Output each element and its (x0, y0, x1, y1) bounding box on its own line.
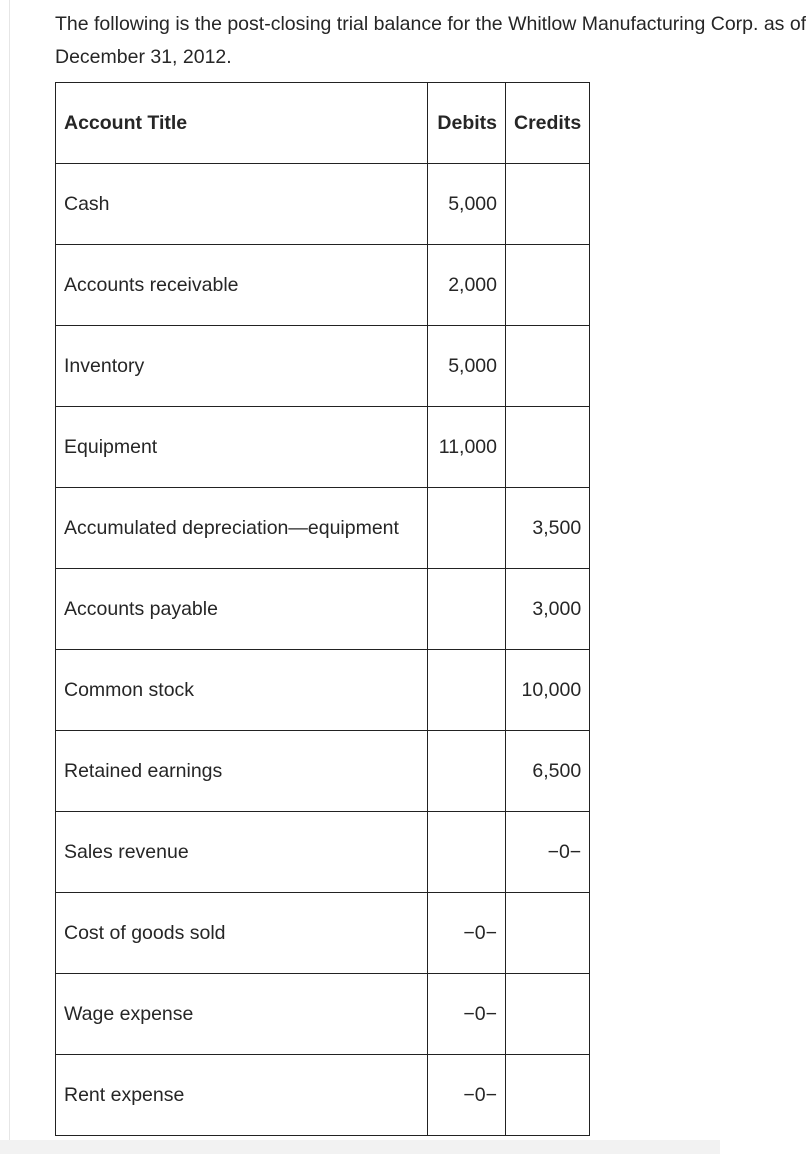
header-debits: Debits (428, 83, 506, 164)
table-row (56, 1055, 590, 1136)
account-cell: Accumulated depreciation—equipment (56, 488, 428, 569)
table-header-row (56, 83, 590, 164)
header-credits: Credits (506, 83, 590, 164)
credit-cell (506, 974, 590, 1055)
credit-cell: −0− (506, 812, 590, 893)
credit-cell: 3,000 (506, 569, 590, 650)
table-row (56, 650, 590, 731)
debit-cell: 2,000 (428, 245, 506, 326)
account-cell: Common stock (56, 650, 428, 731)
account-cell: Cash (56, 164, 428, 245)
debit-cell: −0− (428, 974, 506, 1055)
credit-cell: 3,500 (506, 488, 590, 569)
account-cell: Rent expense (56, 1055, 428, 1136)
debit-cell (428, 488, 506, 569)
intro-paragraph (55, 8, 806, 74)
debit-cell: 11,000 (428, 407, 506, 488)
table-row (56, 164, 590, 245)
table-row (56, 974, 590, 1055)
credit-cell (506, 893, 590, 974)
intro-line-1: The following is the post-closing trial balance for the Whitlow Manufacturing Corp. as of (55, 13, 806, 35)
account-cell: Accounts payable (56, 569, 428, 650)
trial-balance-table (55, 82, 590, 1136)
bottom-bar (0, 1140, 720, 1154)
credit-cell (506, 326, 590, 407)
account-cell: Wage expense (56, 974, 428, 1055)
account-cell: Sales revenue (56, 812, 428, 893)
credit-cell (506, 164, 590, 245)
table-body (56, 164, 590, 1136)
debit-cell (428, 731, 506, 812)
credit-cell: 6,500 (506, 731, 590, 812)
debit-cell: 5,000 (428, 326, 506, 407)
table-row (56, 731, 590, 812)
credit-cell: 10,000 (506, 650, 590, 731)
debit-cell (428, 569, 506, 650)
header-account-title: Account Title (56, 83, 428, 164)
account-cell: Inventory (56, 326, 428, 407)
table-row (56, 326, 590, 407)
debit-cell: 5,000 (428, 164, 506, 245)
debit-cell (428, 812, 506, 893)
table-row (56, 407, 590, 488)
account-cell: Cost of goods sold (56, 893, 428, 974)
account-cell: Equipment (56, 407, 428, 488)
intro-line-2: December 31, 2012. (55, 46, 232, 68)
table-row (56, 245, 590, 326)
table-row (56, 569, 590, 650)
debit-cell: −0− (428, 893, 506, 974)
table-row (56, 488, 590, 569)
credit-cell (506, 245, 590, 326)
debit-cell: −0− (428, 1055, 506, 1136)
table-row (56, 812, 590, 893)
credit-cell (506, 407, 590, 488)
table-row (56, 893, 590, 974)
credit-cell (506, 1055, 590, 1136)
account-cell: Retained earnings (56, 731, 428, 812)
debit-cell (428, 650, 506, 731)
account-cell: Accounts receivable (56, 245, 428, 326)
